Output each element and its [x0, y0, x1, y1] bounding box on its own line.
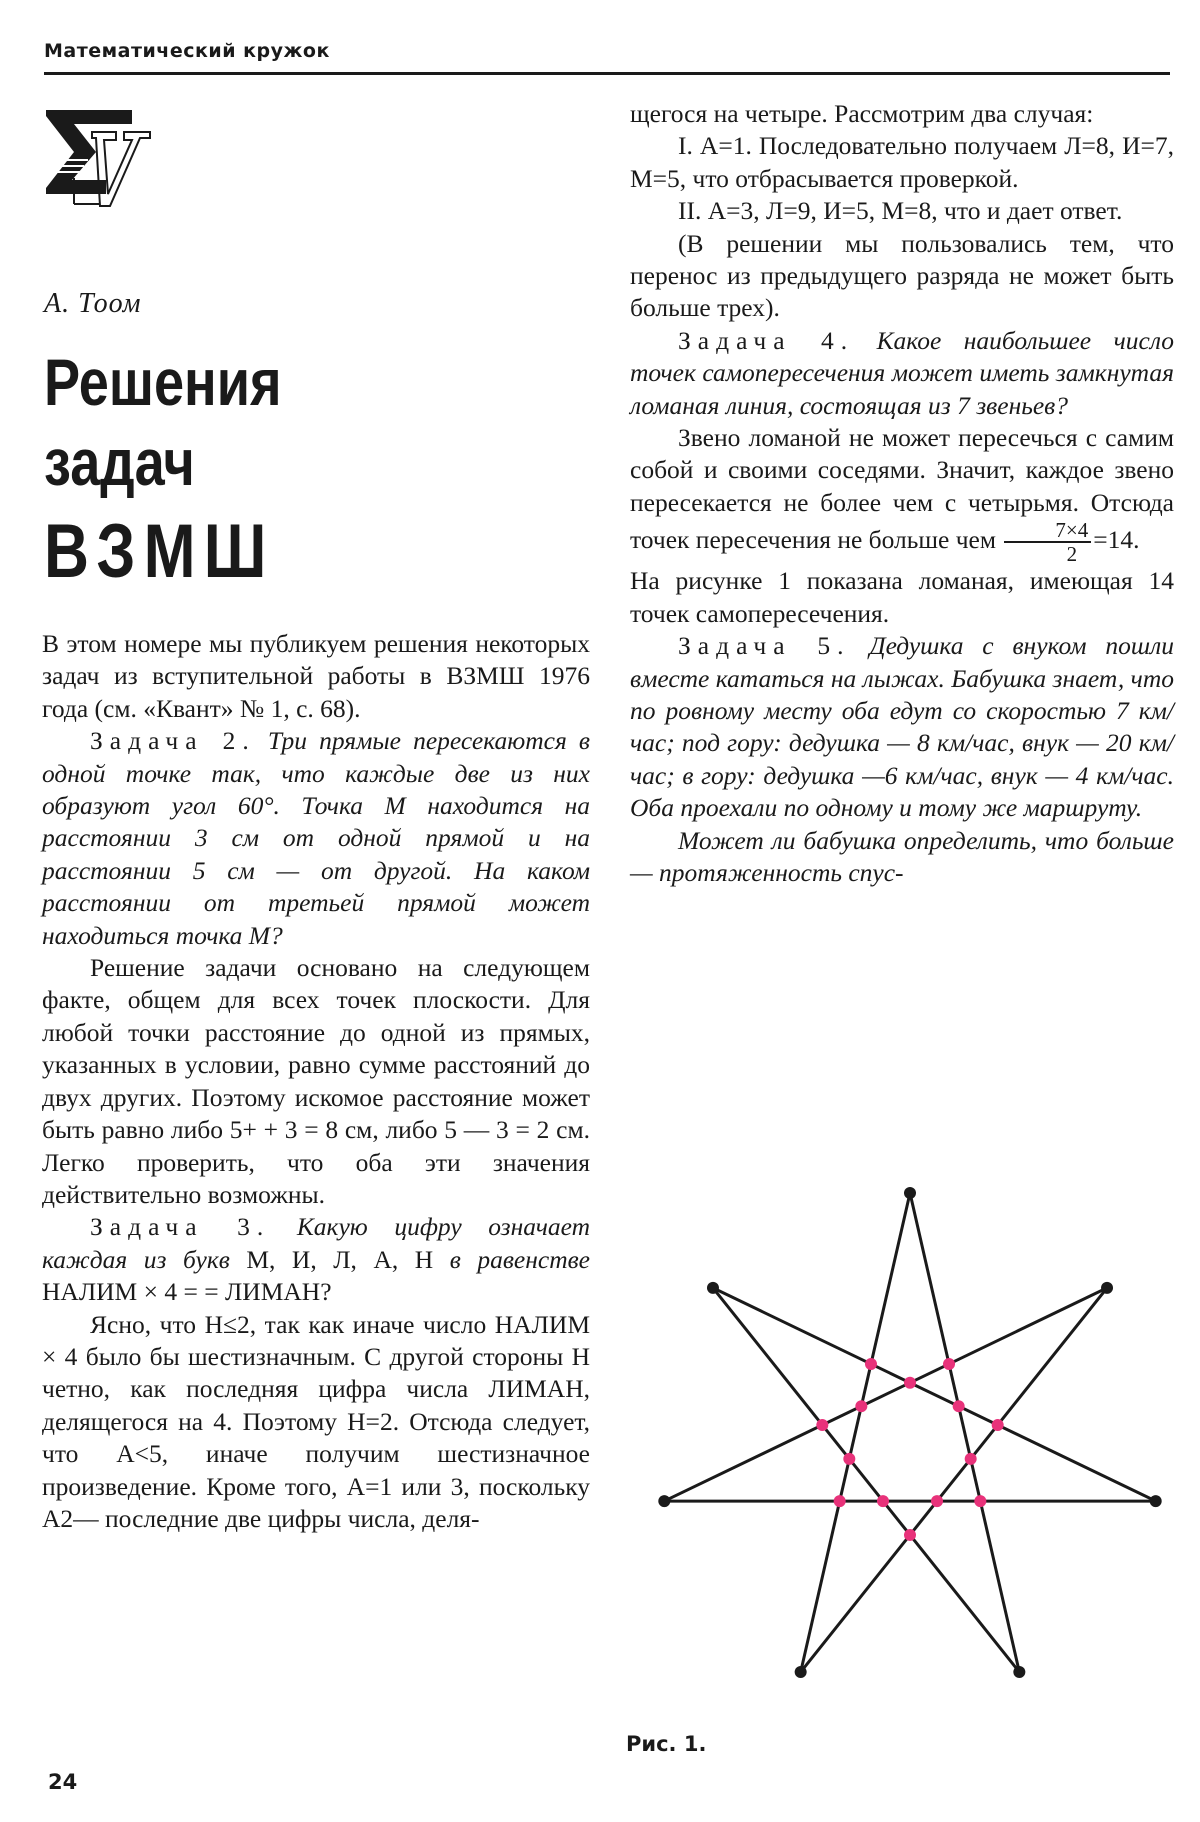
task-3-label: Задача 3.	[90, 1212, 271, 1242]
intersection-point	[816, 1419, 828, 1431]
case-1-paragraph: I. А=1. Последовательно получаем Л=8, И=7, М=5, что отбрасывается проверкой.	[630, 131, 1174, 193]
task-3-statement-a: Какую цифру означает каждая из букв	[42, 1212, 590, 1274]
intersection-point	[953, 1400, 965, 1412]
article-title	[44, 342, 464, 598]
task-5-label: Задача 5.	[678, 631, 851, 661]
intersection-point	[877, 1495, 889, 1507]
task-4-label: Задача 4.	[678, 325, 855, 355]
polyline-segment	[664, 1288, 1107, 1501]
task-2-label: Задача 2.	[90, 726, 256, 756]
intersection-point	[965, 1453, 977, 1465]
task-3-equation: НАЛИМ × 4 = = ЛИМАН?	[42, 1277, 332, 1307]
task-3-solution: Ясно, что Н≤2, так как иначе число НАЛИМ × 4 было бы шестизначным. С другой стороны Н четно, как последняя цифра числа ЛИМАН, делящегося на 4. Поэтому Н=2. Отсюда следует, что А<5, иначе получим шестизначное произведение. Кроме того, А=1 или 3, поскольку А2— последние две цифры числа, деля-	[42, 1309, 590, 1533]
task-3-letters: М, И, Л, А, Н	[246, 1244, 434, 1274]
vertex-point	[1101, 1282, 1113, 1294]
section-title: Математический кружок	[44, 40, 330, 62]
vertex-point	[795, 1666, 807, 1678]
vertex-point	[1013, 1666, 1025, 1678]
intersection-point	[992, 1419, 1004, 1431]
title-line-1: Решения	[44, 345, 282, 419]
task-3-statement-b: в равенстве	[449, 1244, 590, 1274]
intersection-point	[855, 1400, 867, 1412]
task-2-statement: Три прямые пересекаются в одной точке так, что каждые две из них образуют угол 60°. Точка М находится на расстоянии 3 см от одной прямой и на расстоянии 5 см — от другой. На каком расстоянии от третьей прямой может находиться точка М?	[42, 726, 590, 950]
polyline-segment	[801, 1288, 1107, 1672]
polyline-segment	[910, 1193, 1019, 1672]
intersection-point	[943, 1358, 955, 1370]
left-column	[42, 628, 590, 1535]
intersection-point	[974, 1495, 986, 1507]
title-line-3: ВЗМШ	[44, 509, 275, 594]
task-5-question: Может ли бабушка определить, что больше — протяженность спус-	[630, 825, 1174, 887]
intersection-point	[865, 1358, 877, 1370]
task-4-solution-text: Звено ломаной не может пересечься с самим собой и своими соседями. Значит, каждое звено пересекается не более чем с четырьмя. Отсюда точек пересечения не больше чем	[630, 423, 1174, 555]
intro-paragraph: В этом номере мы публикуем решения некоторых задач из вступительной работы в ВЗМШ 1976 года (см. «Квант» № 1, с. 68).	[42, 629, 590, 723]
note-paragraph: (В решении мы пользовались тем, что перенос из предыдущего разряда не может быть больше трех).	[630, 228, 1174, 323]
task-4-statement: Какое наибольшее число точек самопересечения может иметь замкнутая ломаная линия, состоящая из 7 звеньев?	[630, 325, 1174, 420]
task-2-solution: Решение задачи основано на следующем факте, общем для всех точек плоскости. Для любой точки расстояние до одной из прямых, указанных в условии, равно сумме расстояний до двух других. Поэтому искомое расстояние может быть равно либо 5+ + 3 = 8 см, либо 5 — 3 = 2 см. Легко проверить, что оба эти значения действительно возможны.	[42, 953, 590, 1209]
fraction-denominator: 2	[1066, 542, 1078, 567]
task-2-paragraph	[42, 725, 590, 952]
vertex-point	[658, 1495, 670, 1507]
case-2-paragraph: II. А=3, Л=9, И=5, М=8, что и дает ответ.	[678, 196, 1123, 226]
task-4-paragraph	[630, 325, 1174, 422]
vertex-point	[904, 1187, 916, 1199]
polyline-segment	[713, 1288, 1156, 1501]
right-column	[630, 98, 1174, 889]
task-5-paragraph	[630, 630, 1174, 824]
title-line-2: задач	[44, 425, 195, 499]
polyline-segment	[801, 1193, 910, 1672]
vertex-point	[707, 1282, 719, 1294]
page-number: 24	[48, 1770, 78, 1794]
intersection-point	[931, 1495, 943, 1507]
task-5-statement: Дедушка с внуком пошли вместе кататься на лыжах. Бабушка знает, что по ровному месту оба едут со скоростью 7 км/час; под гору: дедушка — 8 км/час, внук — 20 км/час; в гору: дедушка —6 км/час, внук — 4 км/час. Оба проехали по одному и тому же маршруту.	[630, 631, 1174, 823]
fraction	[1004, 519, 1091, 565]
figure-caption: Рис. 1.	[626, 1732, 707, 1756]
task-3-paragraph	[42, 1211, 590, 1308]
task-4-result: =14.	[1093, 525, 1140, 555]
figure-reference: На рисунке 1 показана ломаная, имеющая 14 точек самопересечения.	[630, 566, 1174, 628]
intersection-point	[843, 1453, 855, 1465]
fraction-numerator: 7×4	[1004, 519, 1091, 543]
vzmsh-logo-icon	[44, 108, 154, 208]
polyline-segment	[713, 1288, 1019, 1672]
article-author: А. Тоом	[44, 288, 142, 319]
vertex-point	[1150, 1495, 1162, 1507]
intersection-point	[904, 1377, 916, 1389]
continuation-paragraph: щегося на четыре. Рассмотрим два случая:	[630, 99, 1094, 128]
heptagram-figure	[640, 1180, 1180, 1700]
task-4-solution	[630, 422, 1174, 565]
intersection-point	[834, 1495, 846, 1507]
page-header	[44, 38, 1170, 75]
intersection-point	[904, 1529, 916, 1541]
